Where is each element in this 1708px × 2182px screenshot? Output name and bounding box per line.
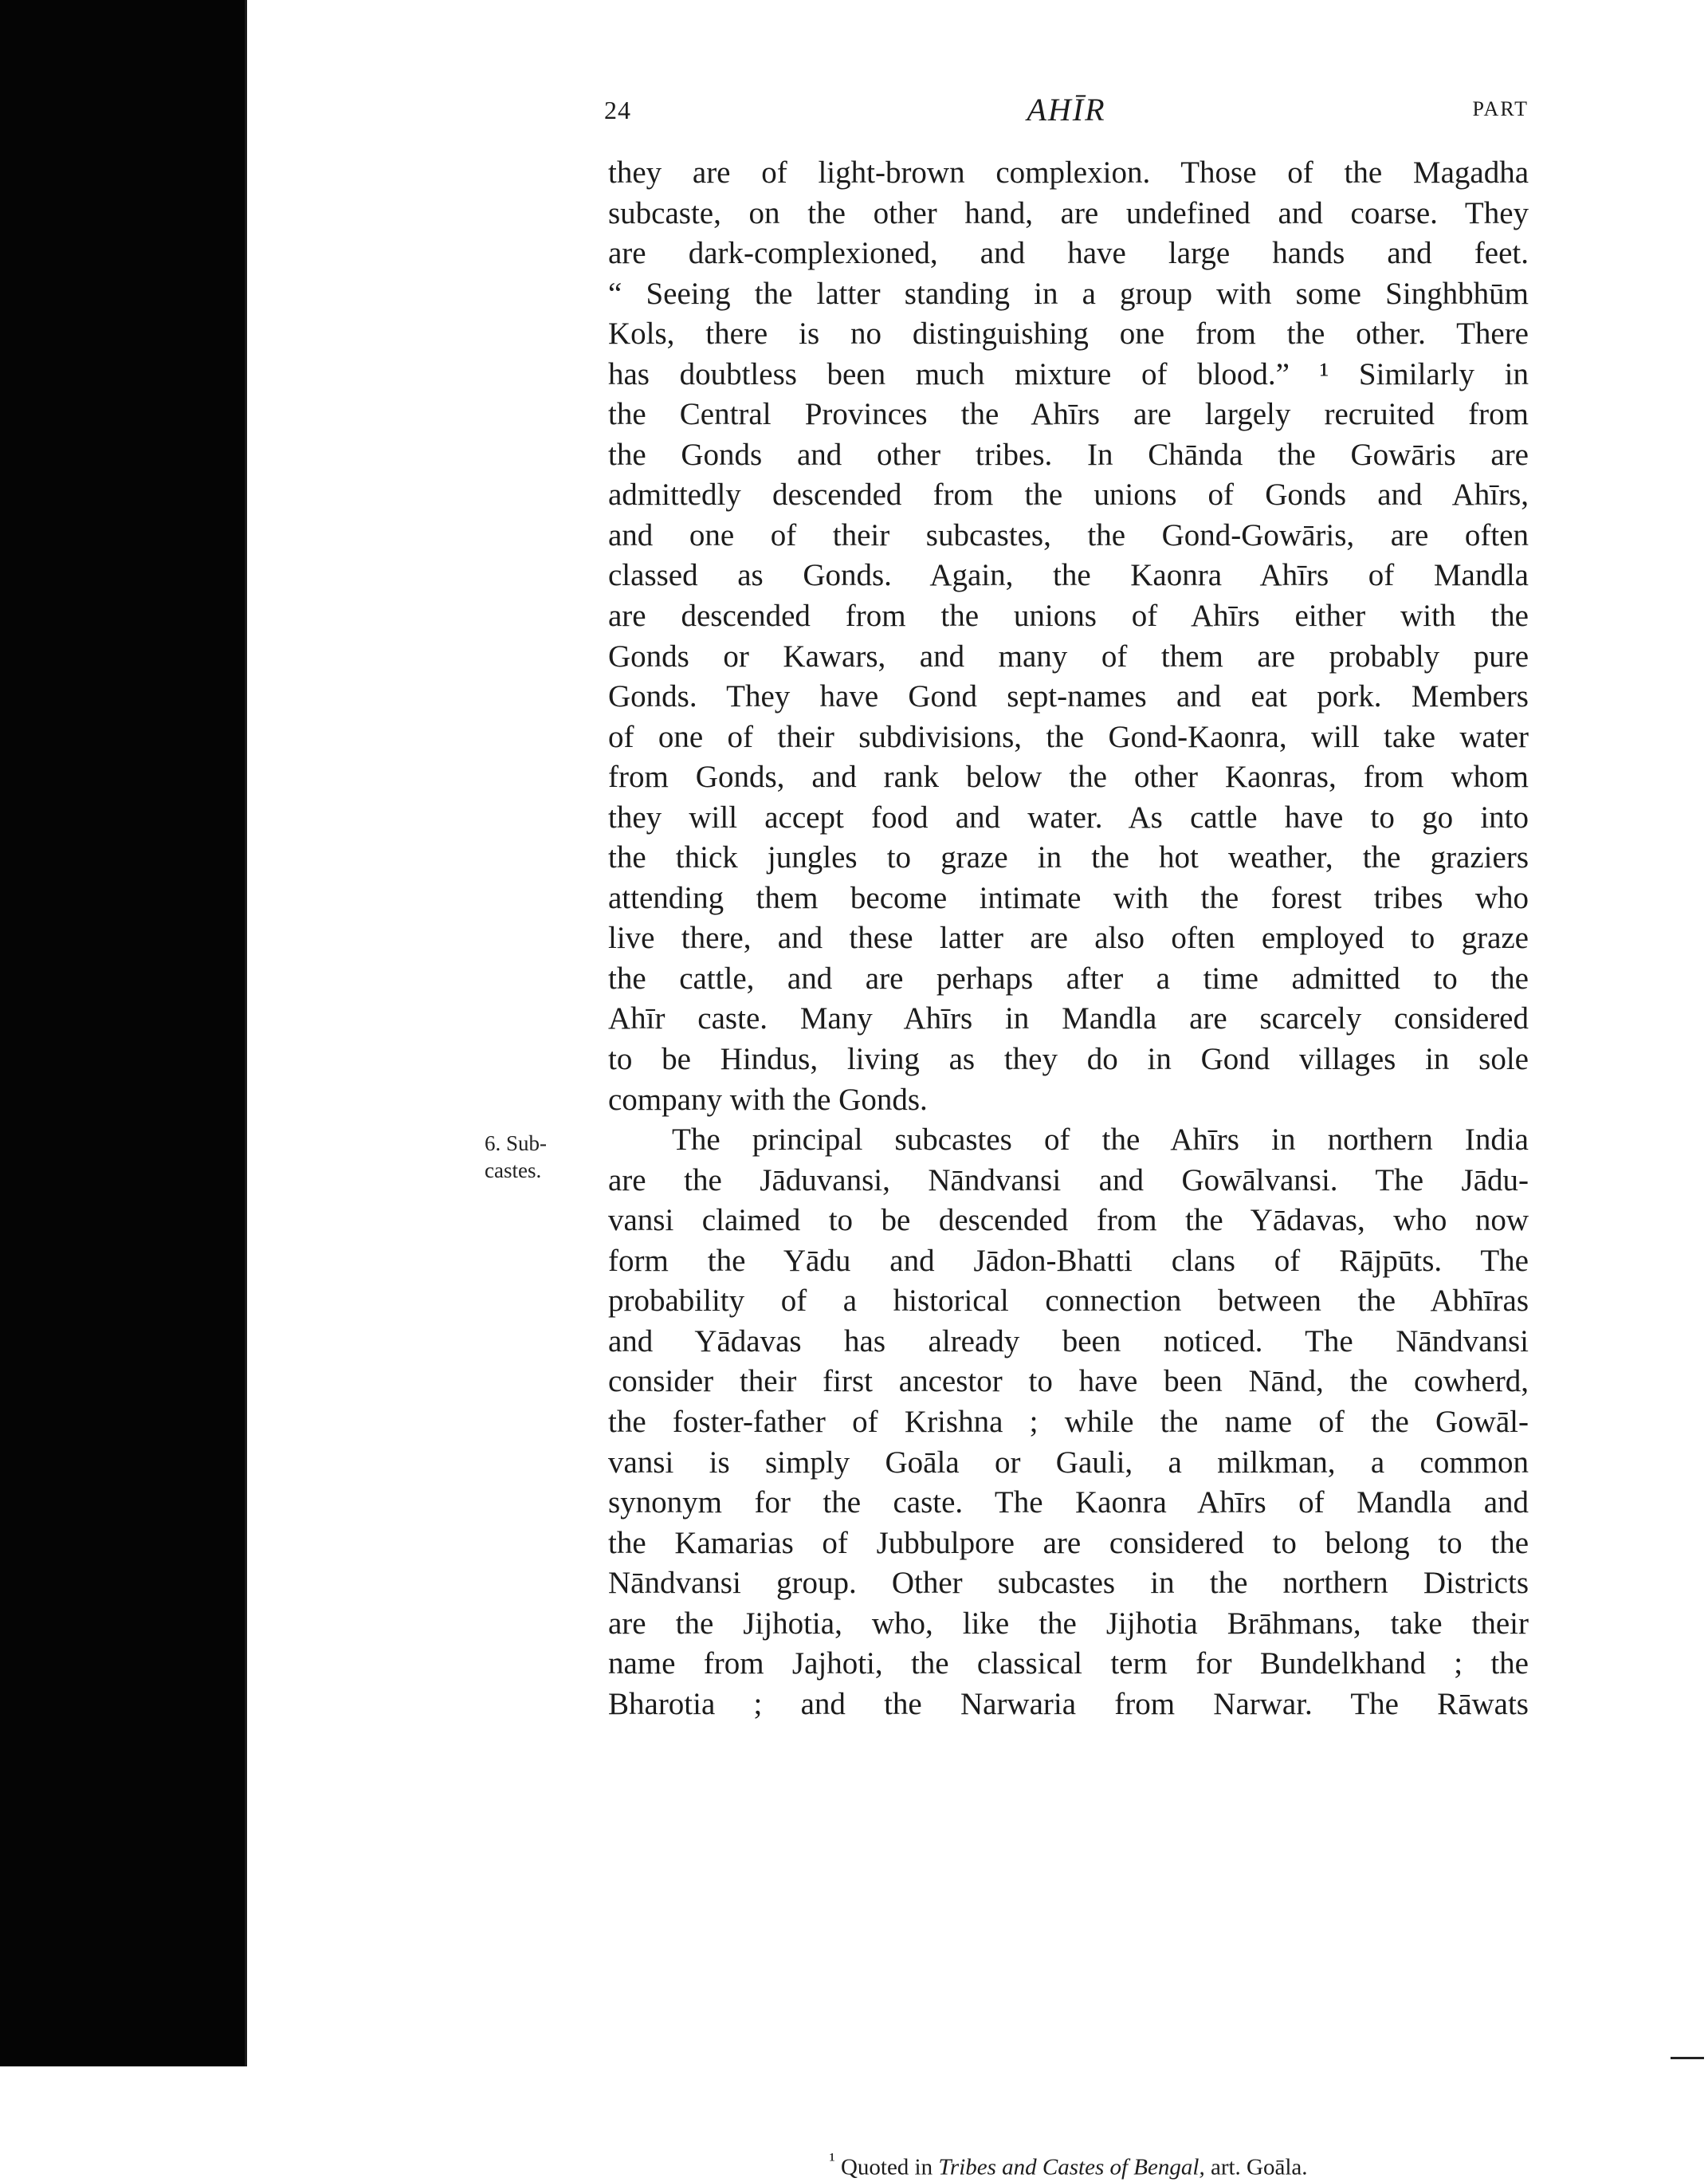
text-line: The principal subcastes of the Ahīrs in northern India xyxy=(672,1122,1529,1158)
text-line: of one of their subdivisions, the Gond-Kaonra, will take water xyxy=(608,719,1529,754)
text-line: Bharotia ; and the Narwaria from Narwar. The Rāwats xyxy=(608,1686,1529,1721)
text-line: the Central Provinces the Ahīrs are largely recruited from xyxy=(608,397,1529,432)
text-line: are dark-complexioned, and have large hands and feet. xyxy=(608,236,1529,271)
page-number: 24 xyxy=(604,96,631,124)
margin-note xyxy=(485,1130,547,1184)
text-line: classed as Gonds. Again, the Kaonra Ahīrs of Mandla xyxy=(608,558,1529,593)
text-line: are descended from the unions of Ahīrs either with the xyxy=(608,599,1529,634)
text-line: form the Yādu and Jādon-Bhatti clans of Rājpūts. The xyxy=(608,1243,1529,1278)
text-line: “ Seeing the latter standing in a group with some Singhbhūm xyxy=(608,276,1529,311)
text-line: vansi is simply Goāla or Gauli, a milkman, a common xyxy=(608,1445,1529,1480)
part-label: PART xyxy=(1472,97,1529,120)
text-line: probability of a historical connection between the Abhīras xyxy=(608,1284,1529,1319)
text-line: Gonds or Kawars, and many of them are probably pure xyxy=(608,639,1529,674)
text-line: vansi claimed to be descended from the Yādavas, who now xyxy=(608,1203,1529,1238)
scan-dark-margin xyxy=(0,0,245,2066)
text-line: company with the Gonds. xyxy=(608,1082,928,1117)
running-title: AHĪR xyxy=(1027,92,1106,128)
footnote-work-title: Tribes and Castes of Bengal, xyxy=(938,2154,1205,2180)
footnote xyxy=(608,2146,1529,2182)
text-line: admittedly descended from the unions of Gonds and Ahīrs, xyxy=(608,478,1529,513)
margin-note-line: castes. xyxy=(485,1158,542,1182)
text-line: consider their first ancestor to have been Nānd, the cowherd, xyxy=(608,1364,1529,1399)
text-line: they will accept food and water. As cattle have to go into xyxy=(608,800,1529,835)
text-line: name from Jajhoti, the classical term for Bundelkhand ; the xyxy=(608,1646,1529,1681)
text-line: the Gonds and other tribes. In Chānda the Gowāris are xyxy=(608,437,1529,472)
text-line: Gonds. They have Gond sept-names and eat pork. Members xyxy=(608,679,1529,714)
scan-edge-line xyxy=(245,0,247,2066)
footnote-marker: ¹ xyxy=(829,2149,835,2171)
text-line: subcaste, on the other hand, are undefined and coarse. They xyxy=(608,195,1529,230)
text-line: Ahīr caste. Many Ahīrs in Mandla are scarcely considered xyxy=(608,1001,1529,1036)
scan-corner-mark xyxy=(1671,2057,1704,2059)
text-line: are the Jijhotia, who, like the Jijhotia Brāhmans, take their xyxy=(608,1606,1529,1641)
margin-note-line: 6. Sub- xyxy=(485,1131,548,1155)
text-line: Nāndvansi group. Other subcastes in the northern Districts xyxy=(608,1566,1529,1601)
page-header xyxy=(604,92,1529,136)
text-line: to be Hindus, living as they do in Gond villages in sole xyxy=(608,1042,1529,1077)
text-line: the Kamarias of Jubbulpore are considered to belong to the xyxy=(608,1525,1529,1560)
text-line: has doubtless been much mixture of blood.” ¹ Similarly in xyxy=(608,356,1529,391)
text-line: attending them become intimate with the forest tribes who xyxy=(608,880,1529,915)
body-text xyxy=(608,153,1529,1724)
text-line: synonym for the caste. The Kaonra Ahīrs of Mandla and xyxy=(608,1485,1529,1520)
text-line: the foster-father of Krishna ; while the name of the Gowāl- xyxy=(608,1404,1529,1439)
footnote-suffix: art. Goāla. xyxy=(1210,2154,1308,2180)
text-line: from Gonds, and rank below the other Kaonras, from whom xyxy=(608,760,1529,795)
text-line: and Yādavas has already been noticed. The Nāndvansi xyxy=(608,1323,1529,1358)
text-line: the thick jungles to graze in the hot weather, the graziers xyxy=(608,840,1529,875)
text-line: Kols, there is no distinguishing one from the other. There xyxy=(608,316,1529,352)
text-line: they are of light-brown complexion. Those of the Magadha xyxy=(608,155,1529,190)
footnote-prefix: Quoted in xyxy=(840,2154,933,2180)
text-line: the cattle, and are perhaps after a time admitted to the xyxy=(608,961,1529,996)
text-line: are the Jāduvansi, Nāndvansi and Gowālvansi. The Jādu- xyxy=(608,1162,1529,1197)
text-line: and one of their subcastes, the Gond-Gowāris, are often xyxy=(608,517,1529,552)
text-line: live there, and these latter are also often employed to graze xyxy=(608,921,1529,956)
